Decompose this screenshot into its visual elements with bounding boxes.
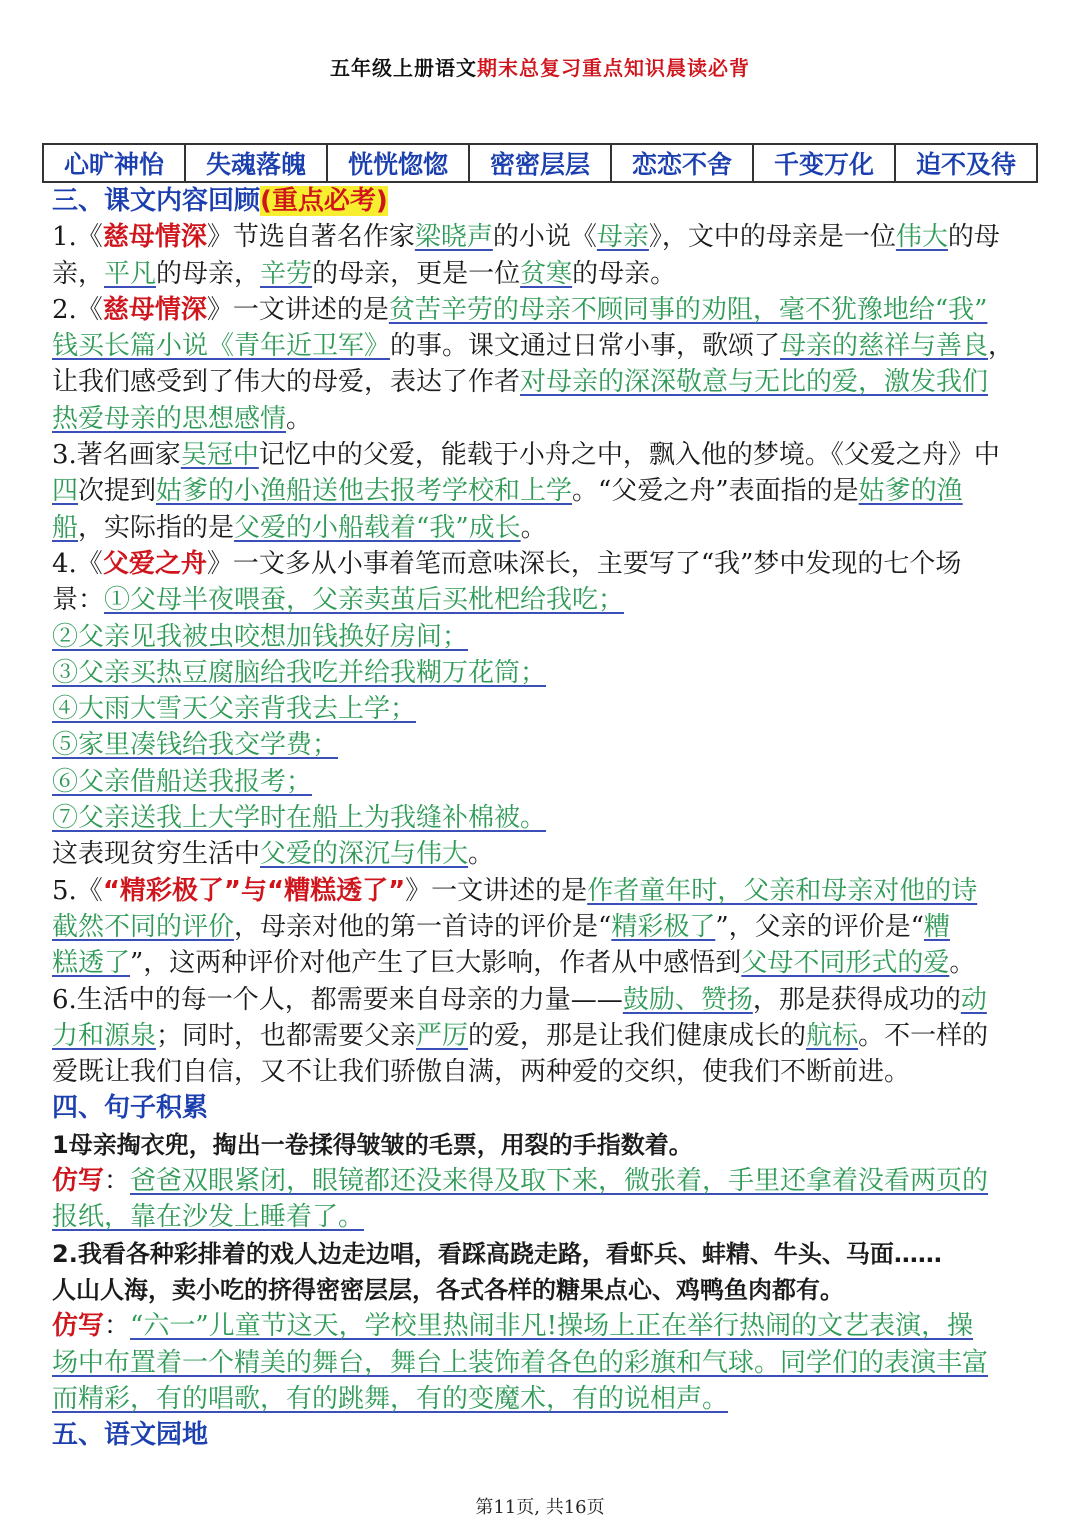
text: ”，这两种评价对他产生了巨大影响，作者从中感悟到 <box>130 948 742 979</box>
imitation-text: 场中布置着一个精美的舞台，舞台上装饰着各色的彩旗和气球。同学们的表演丰富 <box>52 1347 989 1378</box>
idiom-cell: 密密层层 <box>469 144 611 182</box>
answer-underline: 吴冠中 <box>180 440 259 471</box>
answer-underline: 平凡 <box>104 258 157 289</box>
answer-underline: 严厉 <box>416 1020 469 1051</box>
scene-line <box>52 655 1032 691</box>
scene-line <box>52 800 1032 836</box>
section-3-heading <box>52 183 1032 219</box>
text: 6.生活中的每一个人，都需要来自母亲的力量—— <box>52 984 623 1015</box>
text: 。不一样的 <box>858 1020 989 1051</box>
scene-item: ①父母半夜喂蚕，父亲卖茧后买枇杷给我吃； <box>104 585 625 616</box>
answer-underline: 贫寒 <box>520 258 573 289</box>
text: 记忆中的父爱，能载于小舟之中，飘入他的梦境。《父爱之舟》中 <box>258 440 1000 471</box>
scene-line <box>52 764 1032 800</box>
imitation-label: 仿写 <box>52 1166 105 1197</box>
text: 。 <box>949 948 976 979</box>
text: 次提到 <box>78 476 157 507</box>
answer-underline: 母亲 <box>596 222 649 253</box>
answer-underline: 糕透了 <box>52 948 131 979</box>
imitation-text: “六一”儿童节这天，学校里热闹非凡!操场上正在举行热闹的文艺表演，操 <box>130 1311 974 1342</box>
imitation-2-line-1 <box>52 1308 1032 1344</box>
text: ，实际指的是 <box>78 512 235 543</box>
text: 。 <box>520 512 547 543</box>
paragraph-6-line-2 <box>52 1018 1032 1054</box>
text: 的母 <box>947 222 1000 253</box>
title-red-part: 期末总复习重点知识晨读必背 <box>477 56 750 80</box>
scene-item: ⑦父亲送我上大学时在船上为我缝补棉被。 <box>52 803 547 834</box>
text: ”，父亲的评价是“ <box>715 911 924 942</box>
idiom-cell: 千变万化 <box>753 144 895 182</box>
text: 3.著名画家 <box>52 440 181 471</box>
sentence-2-line-1: 2.我看各种彩排着的戏人边走边唱，看踩高跷走路，看虾兵、蚌精、牛头、马面…… <box>52 1239 942 1268</box>
imitation-2-line-2 <box>52 1345 1032 1381</box>
imitation-text: 而精彩，有的唱歌，有的跳舞，有的变魔术，有的说相声。 <box>52 1383 729 1414</box>
answer-underline: 姑爹的小渔船送他去报考学校和上学 <box>156 476 573 507</box>
text: 》一文讲述的是 <box>206 294 389 325</box>
imitation-text: 报纸，靠在沙发上睡着了。 <box>52 1202 365 1233</box>
scene-item: ③父亲买热豆腐脑给我吃并给我糊万花筒； <box>52 657 547 688</box>
text: ，那是获得成功的 <box>752 984 961 1015</box>
answer-underline: 伟大 <box>895 222 948 253</box>
paragraph-6-line-1 <box>52 982 1032 1018</box>
title-black-part: 五年级上册语文 <box>330 56 477 80</box>
answer-underline: 作者童年时，父亲和母亲对他的诗 <box>587 875 978 906</box>
text: 的母亲。 <box>572 258 677 289</box>
paragraph-4-line-1 <box>52 546 1032 582</box>
text: 》，文中的母亲是一位 <box>648 222 896 253</box>
page-title <box>0 52 1080 81</box>
imitation-2-line-3 <box>52 1381 1032 1417</box>
paragraph-5-line-1 <box>52 873 1032 909</box>
idiom-cell: 失魂落魄 <box>185 144 327 182</box>
answer-underline: 力和源泉 <box>52 1020 157 1051</box>
imitation-text: 爸爸双眼紧闭，眼镜都还没来得及取下来，微张着，手里还拿着没看两页的 <box>130 1166 989 1197</box>
answer-underline: 父母不同形式的爱 <box>741 948 950 979</box>
paragraph-4-summary <box>52 836 1032 872</box>
idiom-row <box>43 144 1037 182</box>
answer-underline: 父爱的深沉与伟大 <box>260 839 469 870</box>
text: 的小说《 <box>492 222 597 253</box>
answer-underline: 母亲的慈祥与善良 <box>780 331 989 362</box>
text: 的事。课文通过日常小事，歌颂了 <box>390 331 781 362</box>
paragraph-5-line-2 <box>52 909 1032 945</box>
text: 的爱，那是让我们健康成长的 <box>468 1020 807 1051</box>
text-title-red: 慈母情深 <box>102 294 207 325</box>
answer-underline: 动 <box>960 984 987 1015</box>
scene-line <box>52 691 1032 727</box>
paragraph-5-line-3 <box>52 945 1032 981</box>
answer-underline: 糟 <box>923 911 950 942</box>
answer-underline: 钱买长篇小说《青年近卫军》 <box>52 331 391 362</box>
paragraph-6-line-3 <box>52 1054 1032 1090</box>
key-exam-tag: (重点必考) <box>260 186 388 216</box>
imitation-1-line-1 <box>52 1163 1032 1199</box>
text: 。“父爱之舟”表面指的是 <box>572 476 859 507</box>
scene-item: ④大雨大雪天父亲背我去上学； <box>52 694 417 725</box>
paragraph-4-line-2 <box>52 582 1032 618</box>
paragraph-2-line-4 <box>52 401 1032 437</box>
text: 的母亲， <box>156 258 261 289</box>
section-4-heading: 四、句子积累 <box>52 1093 209 1124</box>
sentence-1: 1母亲掏衣兜，掏出一卷揉得皱皱的毛票，用裂的手指数着。 <box>52 1130 693 1159</box>
text: 5.《 <box>52 875 103 906</box>
scene-item: ②父亲见我被虫咬想加钱换好房间； <box>52 621 469 652</box>
answer-underline: 父爱的小船载着“我”成长 <box>234 512 521 543</box>
answer-underline: 贫苦辛劳的母亲不顾同事的劝阻，毫不犹豫地给“我” <box>388 294 988 325</box>
paragraph-1-line-1 <box>52 219 1032 255</box>
paragraph-2-line-3 <box>52 364 1032 400</box>
scene-item: ⑤家里凑钱给我交学费； <box>52 730 339 761</box>
text: 》一文多从小事着笔而意味深长，主要写了“我”梦中发现的七个场 <box>206 548 962 579</box>
text: 让我们感受到了伟大的母爱，表达了作者 <box>52 367 521 398</box>
text: ， <box>988 331 1015 362</box>
idiom-table <box>42 143 1038 183</box>
answer-underline: 鼓励、赞扬 <box>622 984 753 1015</box>
answer-underline: 热爱母亲的思想感情 <box>52 403 287 434</box>
paragraph-3-line-1 <box>52 437 1032 473</box>
content-body <box>52 183 1032 1453</box>
answer-underline: 船 <box>52 512 79 543</box>
idiom-cell: 迫不及待 <box>895 144 1037 182</box>
answer-underline: 梁晓声 <box>414 222 493 253</box>
text: 2.《 <box>52 294 103 325</box>
scene-item: ⑥父亲借船送我报考； <box>52 766 313 797</box>
section-3-title: 三、课文内容回顾 <box>52 186 261 216</box>
paragraph-1-line-2 <box>52 256 1032 292</box>
answer-underline: 四 <box>52 476 79 507</box>
text: ，母亲对他的第一首诗的评价是“ <box>234 911 612 942</box>
text: 。 <box>468 839 495 870</box>
answer-underline: 对母亲的深深敬意与无比的爱，激发我们 <box>520 367 989 398</box>
text: 爱既让我们自信，又不让我们骄傲自满，两种爱的交织，使我们不断前进。 <box>52 1057 911 1088</box>
text: 这表现贫穷生活中 <box>52 839 261 870</box>
paragraph-3-line-3 <box>52 510 1032 546</box>
text-title-red: 父爱之舟 <box>102 548 207 579</box>
sentence-2-line-2: 人山人海，卖小吃的挤得密密层层，各式各样的糖果点心、鸡鸭鱼肉都有。 <box>52 1275 844 1304</box>
text: 》节选自著名作家 <box>206 222 415 253</box>
text: ： <box>104 1166 131 1197</box>
imitation-label: 仿写 <box>52 1311 105 1342</box>
idiom-cell: 恋恋不舍 <box>611 144 753 182</box>
answer-underline: 精彩极了 <box>611 911 716 942</box>
text-title-red: 慈母情深 <box>102 222 207 253</box>
text: 。 <box>286 403 313 434</box>
scene-line <box>52 727 1032 763</box>
paragraph-2-line-2 <box>52 328 1032 364</box>
answer-underline: 姑爹的渔 <box>858 476 963 507</box>
text: 》一文讲述的是 <box>405 875 588 906</box>
scene-line <box>52 619 1032 655</box>
text: 1.《 <box>52 222 103 253</box>
text-title-red: “精彩极了”与“糟糕透了” <box>102 875 406 906</box>
idiom-cell: 心旷神怡 <box>43 144 185 182</box>
imitation-1-line-2 <box>52 1199 1032 1235</box>
section-5-heading: 五、语文园地 <box>52 1420 209 1451</box>
text: 景： <box>52 585 105 616</box>
answer-underline: 航标 <box>806 1020 859 1051</box>
text: 的母亲，更是一位 <box>312 258 521 289</box>
text: ： <box>104 1311 131 1342</box>
text: 亲， <box>52 258 105 289</box>
paragraph-3-line-2 <box>52 473 1032 509</box>
text: ；同时，也都需要父亲 <box>156 1020 417 1051</box>
text: 4.《 <box>52 548 103 579</box>
idiom-cell: 恍恍惚惚 <box>327 144 469 182</box>
answer-underline: 辛劳 <box>260 258 313 289</box>
paragraph-2-line-1 <box>52 292 1032 328</box>
answer-underline: 截然不同的评价 <box>52 911 235 942</box>
page-footer: 第11页, 共16页 <box>475 1497 605 1518</box>
